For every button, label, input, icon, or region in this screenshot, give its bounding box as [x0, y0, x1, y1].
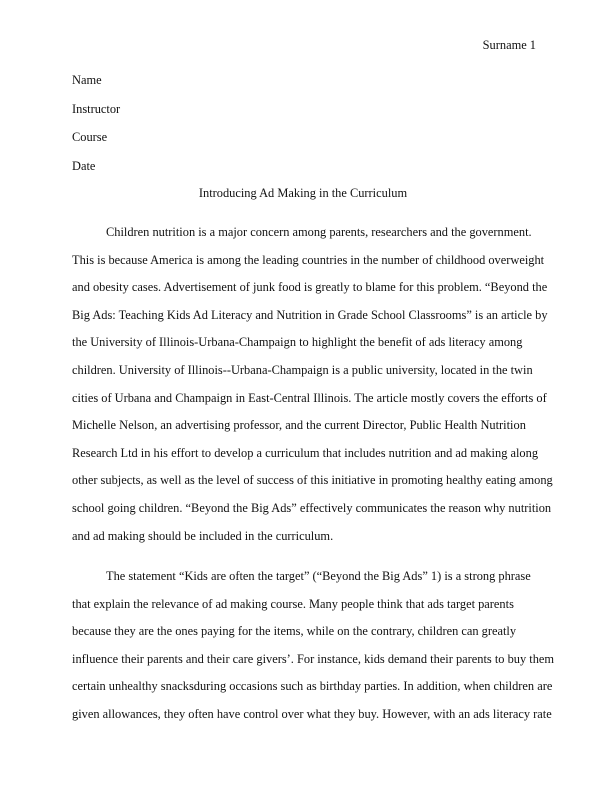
paragraph-line: school going children. “Beyond the Big Ads” effectively communicates the reason why nutrition — [72, 500, 552, 515]
instructor-name: Instructor — [72, 101, 121, 116]
paragraph-line: and ad making should be included in the curriculum. — [72, 528, 334, 543]
heading-block — [72, 71, 120, 185]
paragraph-line: because they are the ones paying for the items, while on the contrary, children can greatly — [72, 624, 517, 639]
paragraph-line: Research Ltd in his effort to develop a curriculum that includes nutrition and ad making along — [72, 445, 539, 460]
paragraph-line: This is because America is among the leading countries in the number of childhood overweight — [72, 252, 545, 267]
paragraph-line: certain unhealthy snacksduring occasions such as birthday parties. In addition, when children are — [72, 679, 553, 694]
paragraph-line: children. University of Illinois--Urbana-Champaign is a public university, located in the twin — [72, 362, 533, 377]
paragraph-line: the University of Illinois-Urbana-Champaign to highlight the benefit of ads literacy among — [72, 335, 523, 350]
paragraph-line: influence their parents and their care givers’. For instance, kids demand their parents to buy them — [72, 651, 555, 666]
paragraph-line: cities of Urbana and Champaign in East-Central Illinois. The article mostly covers the efforts of — [72, 390, 547, 405]
paragraph-line: that explain the relevance of ad making course. Many people think that ads target parents — [72, 596, 514, 611]
paragraph-line: Big Ads: Teaching Kids Ad Literacy and Nutrition in Grade School Classrooms” is an article by — [72, 307, 548, 322]
paragraph-line: given allowances, they often have control over what they buy. However, with an ads literacy rate — [72, 706, 552, 721]
paper-title: Introducing Ad Making in the Curriculum — [198, 186, 408, 200]
student-name: Name — [72, 73, 102, 87]
paragraph-2 — [72, 563, 555, 729]
paragraph-line: The statement “Kids are often the target” (“Beyond the Big Ads” 1) is a strong phrase — [106, 569, 531, 583]
running-head: Surname 1 — [482, 38, 536, 52]
paragraph-line: Michelle Nelson, an advertising professor, and the current Director, Public Health Nutrition — [72, 418, 526, 433]
paragraph-line: other subjects, as well as the level of success of this initiative in promoting healthy eating among — [72, 473, 553, 488]
date: Date — [72, 158, 96, 173]
paragraph-1 — [72, 219, 553, 550]
course-name: Course — [72, 130, 108, 144]
paragraph-line: and obesity cases. Advertisement of junk food is greatly to blame for this problem. “Beyond the — [72, 280, 548, 295]
paragraph-line: Children nutrition is a major concern among parents, researchers and the government. — [106, 225, 532, 239]
